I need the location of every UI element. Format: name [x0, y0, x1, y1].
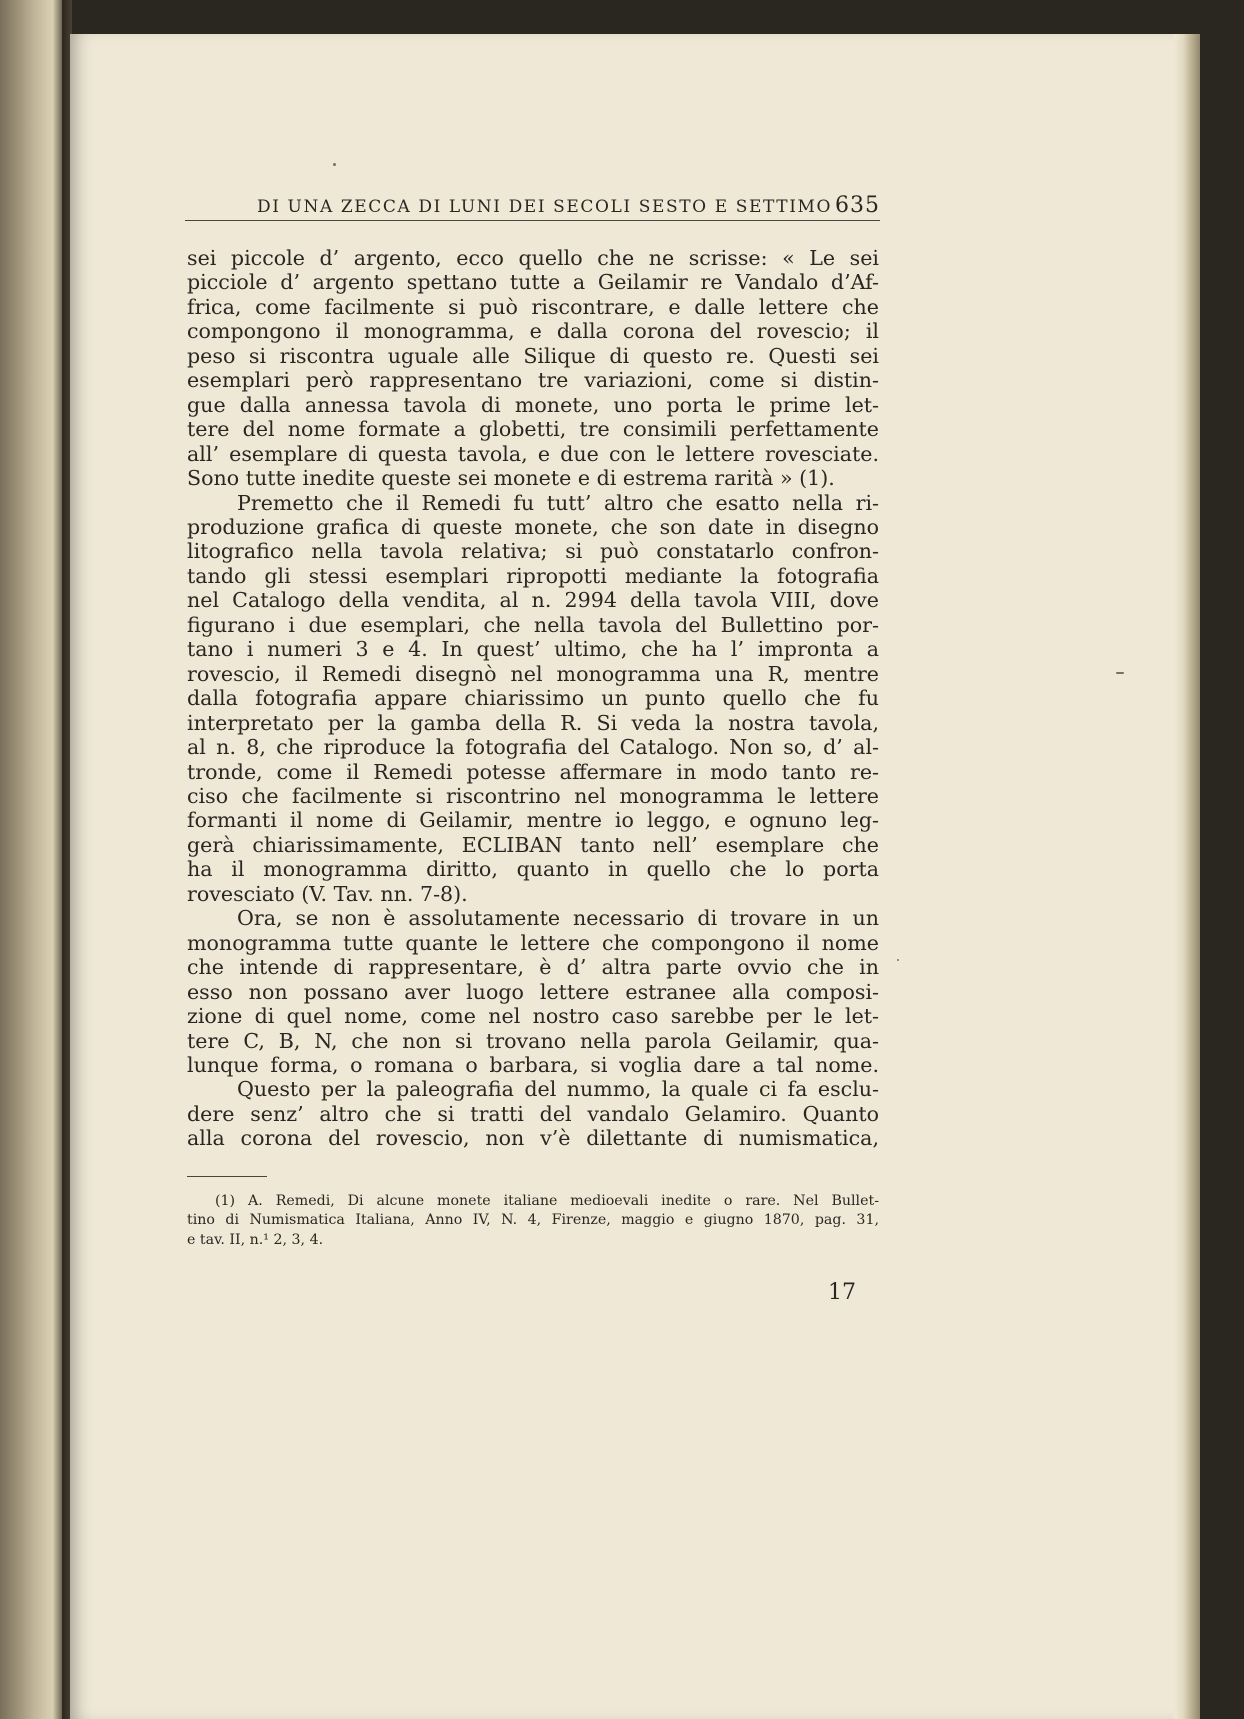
- running-title: DI UNA ZECCA DI LUNI DEI SECOLI SESTO E SETTIMO: [257, 197, 833, 217]
- body-text: [187, 246, 879, 1151]
- text-line: tando gli stessi esemplari ripropotti mediante la fotografia: [187, 563, 879, 588]
- text-line: Questo per la paleografia del nummo, la quale ci fa esclu-: [237, 1077, 879, 1102]
- text-line: frica, come facilmente si può riscontrare, e dalle lettere che: [187, 294, 879, 319]
- text-line: ha il monogramma diritto, quanto in quello che lo porta: [187, 857, 879, 882]
- text-line: tere del nome formate a globetti, tre consimili perfettamente: [187, 417, 879, 442]
- text-line: Premetto che il Remedi fu tutt’ altro che esatto nella ri-: [237, 490, 879, 515]
- text-line: gue dalla annessa tavola di monete, uno porta le prime let-: [187, 392, 879, 417]
- text-line: Sono tutte inedite queste sei monete e di estrema rarità » (1).: [187, 466, 835, 491]
- text-line: rovescio, il Remedi disegnò nel monogramma una R, mentre: [187, 661, 879, 686]
- running-head: [185, 186, 880, 221]
- text-line: sei piccole d’ argento, ecco quello che ne scrisse: « Le sei: [187, 246, 879, 270]
- facing-page-edge: [0, 0, 62, 1719]
- text-line: figurano i due esemplari, che nella tavola del Bullettino por-: [187, 612, 879, 637]
- facing-page-shadow: [0, 0, 48, 1719]
- text-line: rovesciato (V. Tav. nn. 7-8).: [187, 881, 468, 906]
- folio-number: 635: [835, 193, 880, 218]
- text-line: tano i numeri 3 e 4. In quest’ ultimo, che ha l’ impronta a: [187, 637, 879, 662]
- signature-mark: 17: [828, 1280, 856, 1305]
- text-line: interpretato per la gamba della R. Si veda la nostra tavola,: [187, 710, 879, 735]
- paper-speck: [1116, 672, 1124, 674]
- text-line: tere C, B, N, che non si trovano nella parola Geilamir, qua-: [187, 1028, 879, 1053]
- text-line: tronde, come il Remedi potesse affermare in modo tanto re-: [187, 759, 879, 784]
- text-line: nel Catalogo della vendita, al n. 2994 della tavola VIII, dove: [187, 588, 879, 613]
- footnote-line: tino di Numismatica Italiana, Anno IV, N. 4, Firenze, maggio e giugno 1870, pag. 31,: [187, 1212, 879, 1229]
- footnote-rule: [187, 1176, 267, 1177]
- text-line: all’ esemplare di questa tavola, e due con le lettere rovesciate.: [187, 441, 879, 466]
- text-line: esemplari però rappresentano tre variazioni, come si distin-: [187, 368, 879, 393]
- text-line: esso non possano aver luogo lettere estranee alla composi-: [187, 979, 879, 1004]
- paper-speck: [333, 163, 336, 166]
- footnote-line: e tav. II, n.¹ 2, 3, 4.: [187, 1231, 324, 1248]
- text-line: che intende di rappresentare, è d’ altra parte ovvio che in: [187, 955, 879, 980]
- page-edge: [1174, 34, 1200, 1719]
- text-line: alla corona del rovescio, non v’è dilettante di numismatica,: [187, 1126, 879, 1151]
- footnotes: [187, 1192, 879, 1250]
- text-line: dalla fotografia appare chiarissimo un punto quello che fu: [187, 686, 879, 711]
- text-line: lunque forma, o romana o barbara, si voglia dare a tal nome.: [187, 1052, 879, 1077]
- text-line: al n. 8, che riproduce la fotografia del Catalogo. Non so, d’ al-: [187, 735, 879, 760]
- text-line: ciso che facilmente si riscontrino nel monogramma le lettere: [187, 783, 879, 808]
- text-line: picciole d’ argento spettano tutte a Geilamir re Vandalo d’Af-: [187, 270, 879, 295]
- text-line: zione di quel nome, come nel nostro caso sarebbe per le let-: [187, 1004, 879, 1029]
- text-line: peso si riscontra uguale alle Silique di questo re. Questi sei: [187, 343, 879, 368]
- text-line: monogramma tutte quante le lettere che compongono il nome: [187, 930, 879, 955]
- text-line: gerà chiarissimamente, ECLIBAN tanto nell’ esemplare che: [187, 832, 879, 857]
- text-line: formanti il nome di Geilamir, mentre io leggo, e ognuno leg-: [187, 808, 879, 833]
- text-line: dere senz’ altro che si tratti del vandalo Gelamiro. Quanto: [187, 1101, 879, 1126]
- text-line: Ora, se non è assolutamente necessario di trovare in un: [237, 906, 879, 931]
- text-line: litografico nella tavola relativa; si può constatarlo confron-: [187, 539, 879, 564]
- footnote-line: (1) A. Remedi, Di alcune monete italiane medioevali inedite o rare. Nel Bullet-: [215, 1193, 879, 1209]
- paper-speck: [897, 959, 899, 961]
- text-line: compongono il monogramma, e dalla corona del rovescio; il: [187, 319, 879, 344]
- text-line: produzione grafica di queste monete, che son date in disegno: [187, 514, 879, 539]
